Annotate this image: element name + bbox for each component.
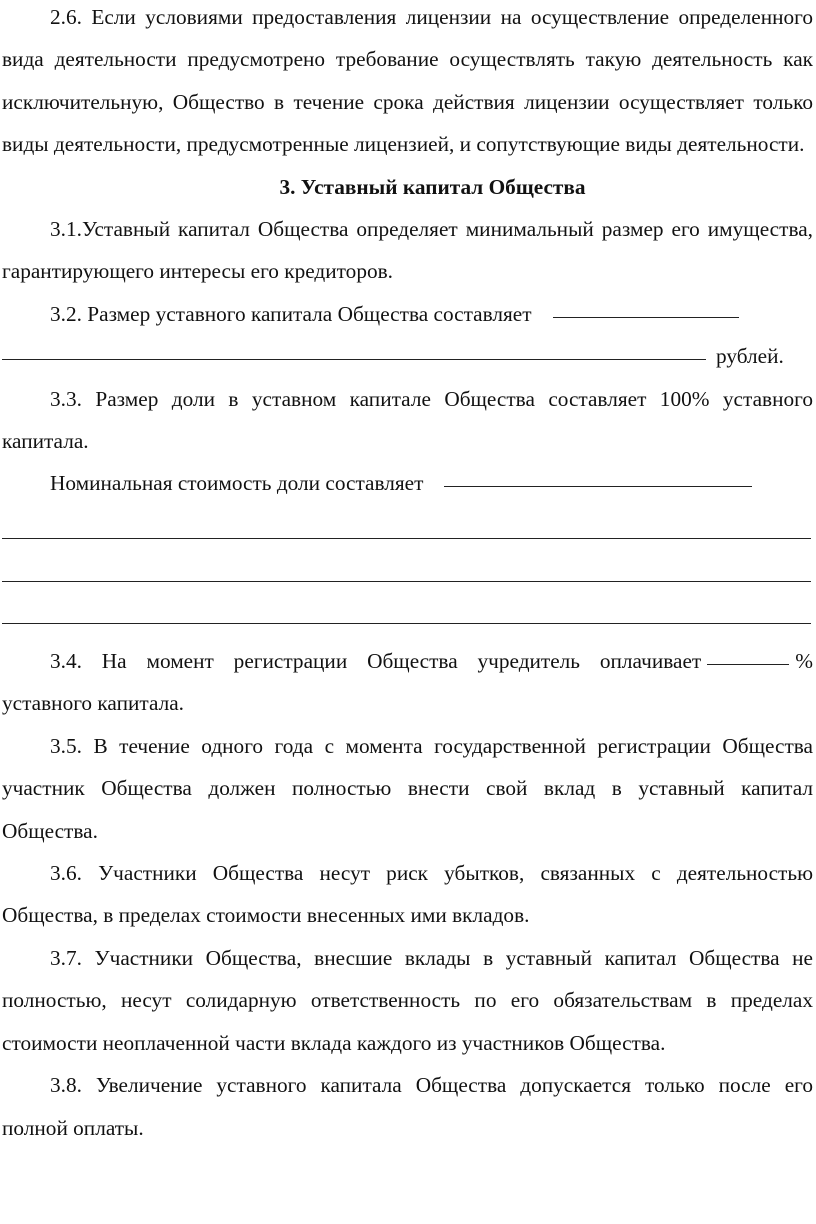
paragraph-3-2-text: 3.2. Размер уставного капитала Общества составляет [50, 301, 532, 326]
nominal-value-blank-line-3[interactable] [2, 590, 813, 632]
paragraph-3-1: 3.1.Уставный капитал Общества определяет минимальный размер его имущества, гарантирующего интересы его кредиторов. [2, 217, 813, 284]
paragraph-3-4 [2, 640, 813, 725]
paragraph-2-6: 2.6. Если условиями предоставления лицензии на осуществление определенного вида деятельности предусмотрено требование осуществлять такую деятельность как исключительную, Общество в течение срока действия лицензии осуществляет только виды деятельности, предусмотренные лицензией, и сопутствующие виды деятельности. [2, 5, 813, 157]
paragraph-3-2-line-2 [2, 335, 813, 377]
paragraph-3-5: 3.5. В течение одного года с момента государственной регистрации Общества участник Общества должен полностью внести свой вклад в уставный капитал Общества. [2, 733, 813, 843]
spacer [2, 632, 813, 640]
paragraph-3-7: 3.7. Участники Общества, внесшие вклады в уставный капитал Общества не полностью, несут солидарную ответственность по его обязательствам в пределах стоимости неоплаченной части вклада каждого из участников Общества. [2, 945, 813, 1055]
nominal-value-text: Номинальная стоимость доли составляет [50, 471, 424, 496]
nominal-value-blank-line-2[interactable] [2, 547, 813, 589]
paragraph-3-6: 3.6. Участники Общества несут риск убытков, связанных с деятельностью Общества, в пределах стоимости внесенных ими вкладов. [2, 861, 813, 928]
paid-percent-blank[interactable] [707, 663, 789, 665]
paragraph-3-3: 3.3. Размер доли в уставном капитале Общества составляет 100% уставного капитала. [2, 386, 813, 454]
nominal-value-blank-line-1[interactable] [2, 505, 813, 547]
rubles-label: рублей. [716, 344, 784, 369]
capital-amount-blank[interactable] [553, 316, 739, 318]
section-heading-3: 3. Уставный капитал Общества [279, 174, 586, 199]
nominal-value-blank[interactable] [444, 485, 752, 487]
capital-amount-blank-continued[interactable] [2, 358, 706, 360]
paragraph-3-4-end: уставного капитала. [2, 691, 185, 716]
paragraph-3-2-line-1 [2, 293, 813, 335]
paragraph-3-8: 3.8. Увеличение уставного капитала Общества допускается только после его полной оплаты. [2, 1073, 813, 1140]
paragraph-3-4-text: 3.4. На момент регистрации Общества учредитель оплачивает [50, 649, 702, 674]
percent-sign: % [795, 649, 813, 674]
nominal-value-line [2, 462, 813, 504]
